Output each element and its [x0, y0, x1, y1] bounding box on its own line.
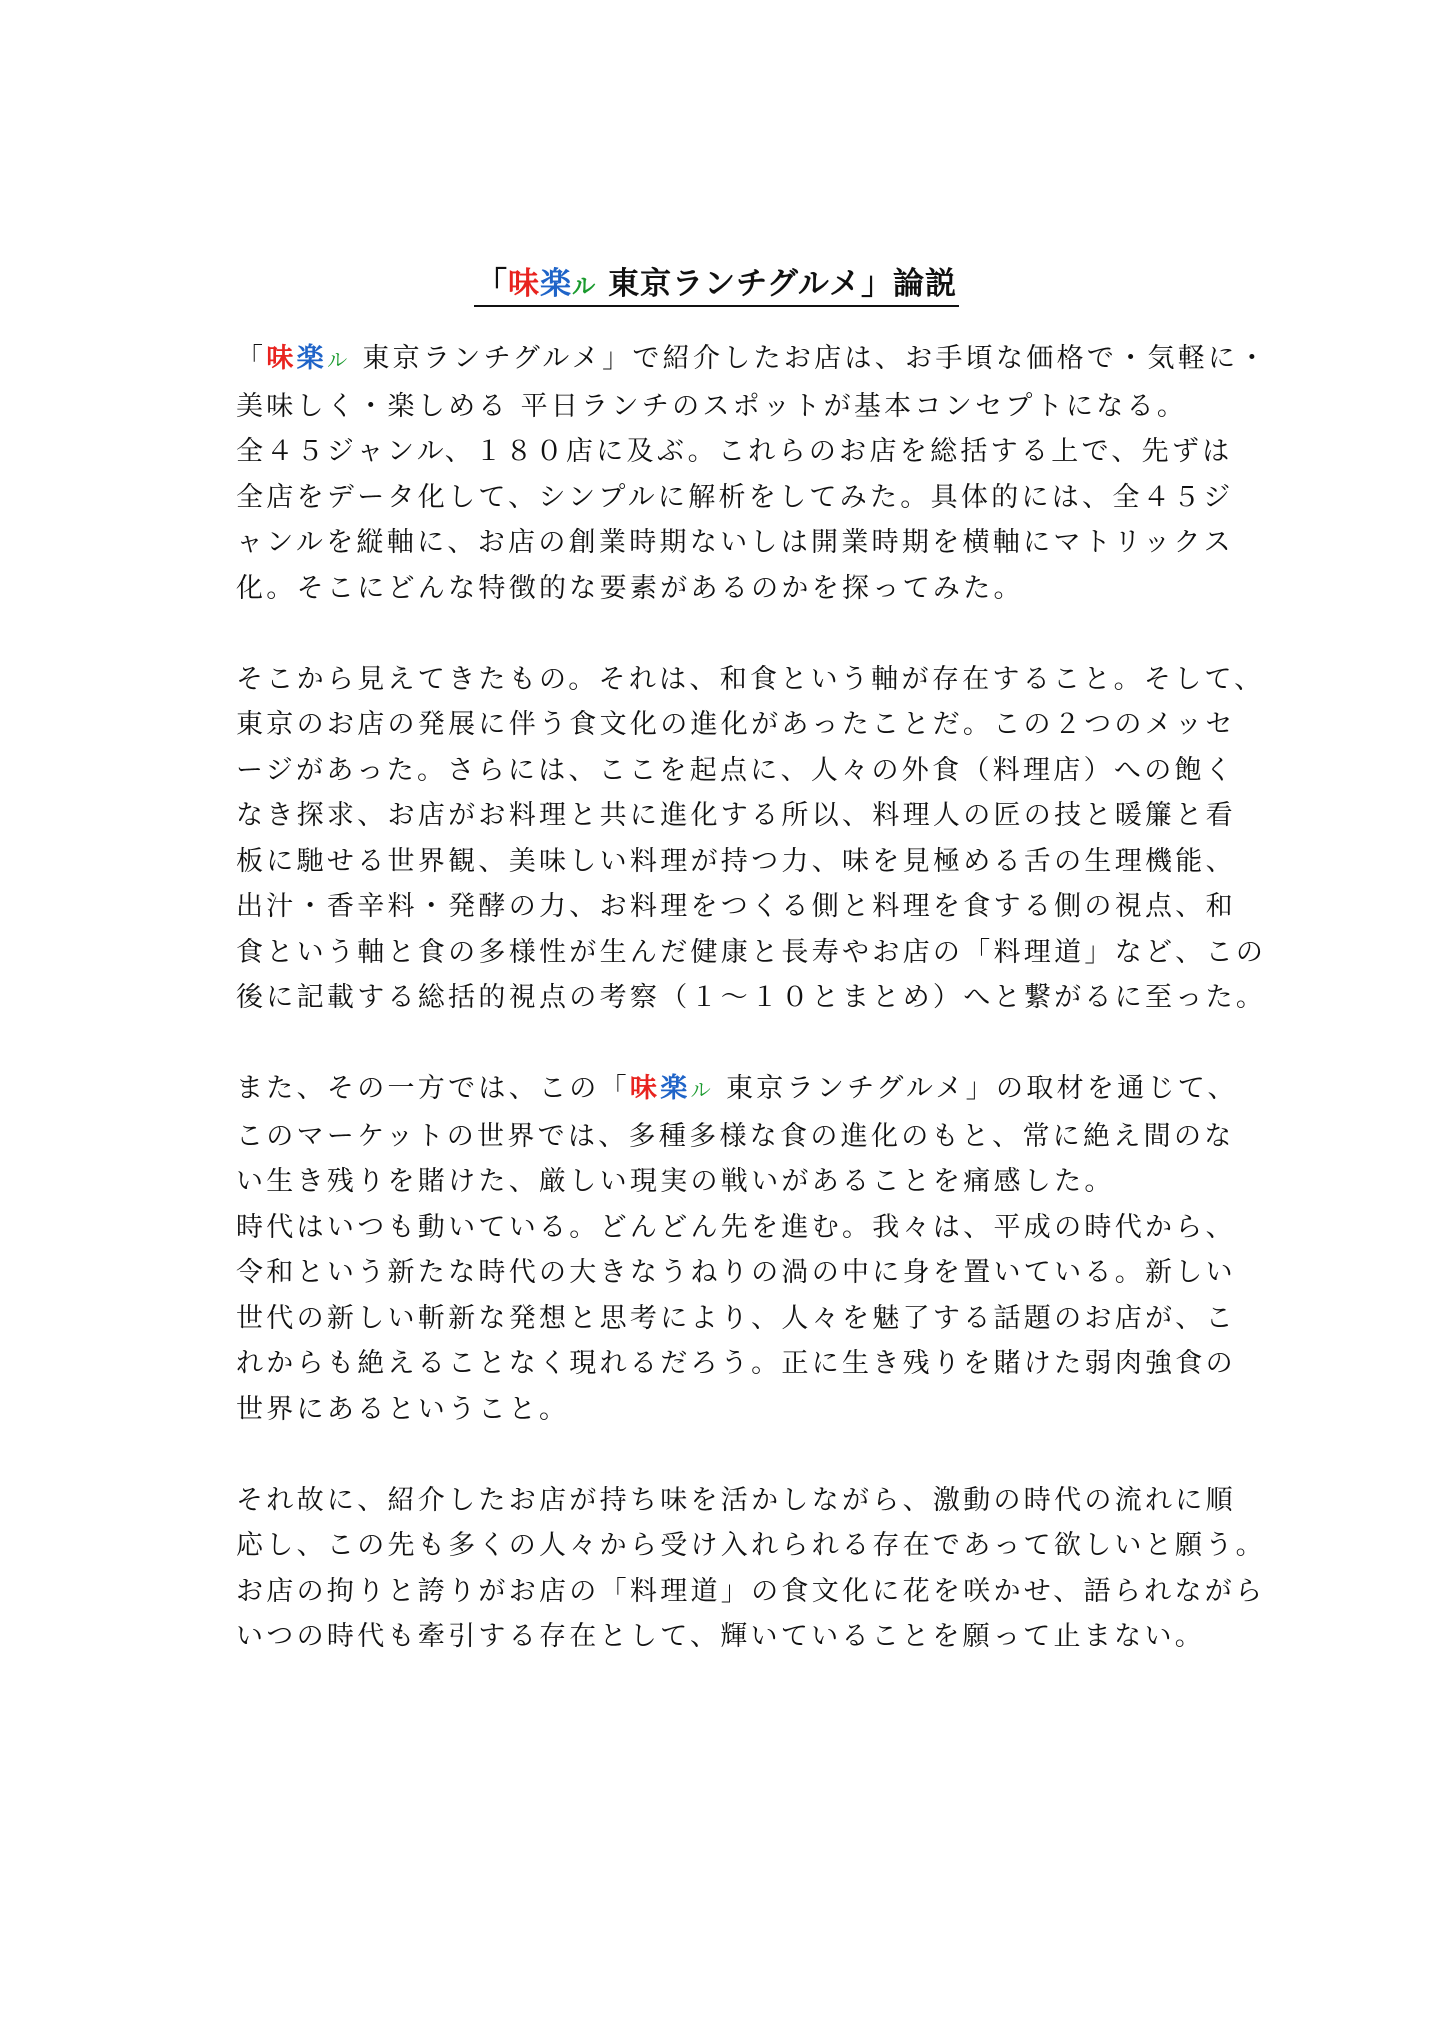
paragraph-line: 後に記載する総括的視点の考察（１～１０とまとめ）へと繋がるに至った。	[236, 982, 1267, 1013]
brand-logo-raku: 楽	[296, 343, 327, 374]
paragraph-line: 令和という新たな時代の大きなうねりの渦の中に身を置いている。新しい	[236, 1257, 1236, 1288]
brand-logo-ru: ル	[326, 348, 351, 372]
brand-logo-ru: ル	[572, 273, 597, 300]
brand-logo-aji: 味	[508, 266, 541, 302]
paragraph-line: 化。そこにどんな特徴的な要素があるのかを探ってみた。	[236, 572, 1024, 604]
paragraph-line: 食という軸と食の多様性が生んだ健康と長寿やお店の「料理道」など、この	[236, 936, 1267, 968]
line-text: また、その一方では、この「	[236, 1073, 630, 1104]
document-body	[236, 336, 1269, 1660]
paragraph-4	[236, 1478, 1266, 1660]
brand-logo-aji: 味	[266, 343, 297, 374]
paragraph-line: 美味しく・楽しめる 平日ランチのスポットが基本コンセプトになる。	[236, 390, 1188, 422]
paragraph-line: 全店をデータ化して、シンプルに解析をしてみた。具体的には、全４５ジ	[236, 481, 1234, 513]
paragraph-3	[236, 1066, 1238, 1432]
paragraph-line: このマーケットの世界では、多種多様な食の進化のもと、常に絶え間のな	[236, 1120, 1235, 1152]
line-text: 東京ランチグルメ」の取材を通じて、	[714, 1073, 1238, 1104]
paragraph-line: お店の拘りと誇りがお店の「料理道」の食文化に花を咲かせ、語られながら	[236, 1575, 1266, 1607]
paragraph-line: い生き残りを賭けた、厳しい現実の戦いがあることを痛感した。	[236, 1166, 1115, 1197]
paragraph-2	[236, 657, 1267, 1021]
line-text: 東京ランチグルメ」で紹介したお店は、お手頃な価格で・気軽に・	[350, 343, 1269, 374]
paragraph-gap	[236, 611, 1226, 657]
brand-logo-aji: 味	[629, 1073, 661, 1104]
bracket-open: 「	[236, 343, 267, 374]
title-underlined	[474, 266, 959, 307]
paragraph-line: 全４５ジャンル、１８０店に及ぶ。これらのお店を総括する上で、先ずは	[236, 436, 1233, 467]
paragraph-line: いつの時代も牽引する存在として、輝いていることを願って止まない。	[236, 1621, 1206, 1652]
paragraph-line: なき探求、お店がお料理と共に進化する所以、料理人の匠の技と暖簾と看	[236, 800, 1236, 831]
paragraph-line: ャンルを縦軸に、お店の創業時期ないしは開業時期を横軸にマトリックス	[236, 527, 1234, 558]
paragraph-gap	[236, 1432, 1226, 1478]
paragraph-line: 東京のお店の発展に伴う食文化の進化があったことだ。この２つのメッセ	[236, 709, 1236, 740]
document-title	[0, 262, 1433, 309]
paragraph-line	[236, 336, 1269, 384]
brand-logo-raku: 楽	[540, 266, 573, 302]
title-text: 東京ランチグルメ」論説	[596, 266, 957, 302]
paragraph-gap	[236, 1021, 1226, 1067]
paragraph-line: 応し、この先も多くの人々から受け入れられる存在であって欲しいと願う。	[236, 1530, 1266, 1561]
brand-logo-ru: ル	[690, 1078, 715, 1102]
title-open-bracket: 「	[476, 266, 509, 302]
paragraph-line: 時代はいつも動いている。どんどん先を進む。我々は、平成の時代から、	[236, 1211, 1236, 1243]
paragraph-1	[236, 336, 1269, 611]
paragraph-line: それ故に、紹介したお店が持ち味を活かしながら、激動の時代の流れに順	[236, 1484, 1236, 1516]
paragraph-line: れからも絶えることなく現れるだろう。正に生き残りを賭けた弱肉強食の	[236, 1348, 1236, 1379]
paragraph-line: ージがあった。さらには、ここを起点に、人々の外食（料理店）への飽く	[236, 754, 1236, 786]
paragraph-line: 世代の新しい斬新な発想と思考により、人々を魅了する話題のお店が、こ	[236, 1302, 1236, 1334]
paragraph-line: そこから見えてきたもの。それは、和食という軸が存在すること。そして、	[236, 663, 1265, 695]
paragraph-line: 世界にあるということ。	[236, 1393, 570, 1425]
paragraph-line: 板に馳せる世界観、美味しい料理が持つ力、味を見極める舌の生理機能、	[236, 845, 1236, 877]
paragraph-line	[236, 1066, 1238, 1114]
paragraph-line: 出汁・香辛料・発酵の力、お料理をつくる側と料理を食する側の視点、和	[236, 891, 1236, 922]
brand-logo-raku: 楽	[660, 1073, 691, 1104]
